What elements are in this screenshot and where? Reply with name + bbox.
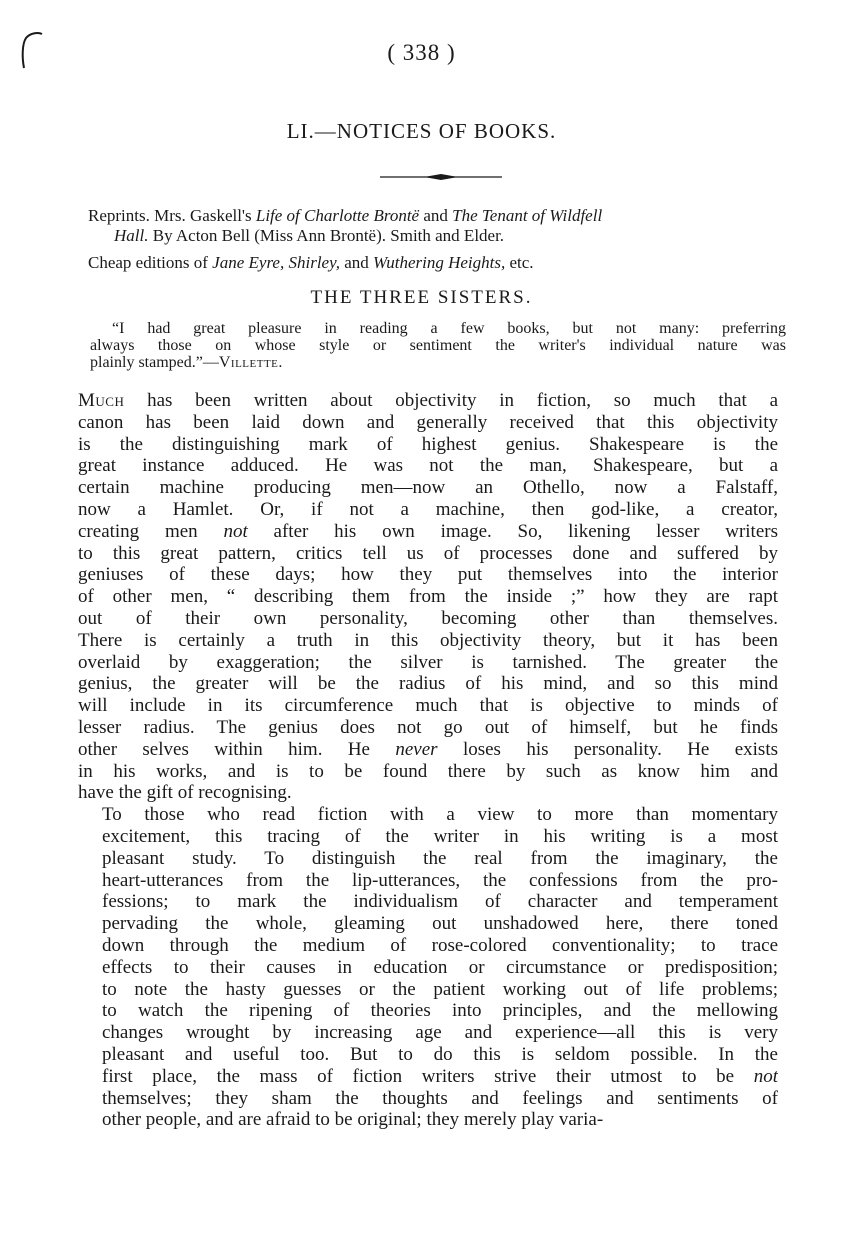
- epigraph: [90, 320, 786, 371]
- body-line: There is certainly a truth in this objectivity theory, but it has been: [78, 629, 778, 651]
- body-line: Much has been written about objectivity in fiction, so much that a: [78, 390, 778, 411]
- body-line: now a Hamlet. Or, if not a machine, then god-like, a creator,: [78, 498, 778, 520]
- reprints-title-charlotte: Life of Charlotte Brontë: [255, 206, 420, 225]
- body-line: overlaid by exaggeration; the silver is tarnished. The greater the: [78, 651, 778, 673]
- epigraph-source: Villette.: [218, 354, 283, 371]
- body-line: to note the hasty guesses or the patient working out of life problems;: [102, 978, 778, 1000]
- italic-emphasis: never: [395, 738, 438, 760]
- epigraph-line: [90, 354, 786, 371]
- body-line: geniuses of these days; how they put themselves into the interior: [78, 564, 778, 586]
- body-line: lesser radius. The genius does not go out of himself, but he finds: [78, 716, 778, 738]
- cheap-editions-citation: [88, 253, 828, 273]
- body-line: certain machine producing men—now an Othello, now a Falstaff,: [78, 477, 778, 499]
- body-line: themselves; they sham the thoughts and feelings and sentiments of: [102, 1087, 778, 1109]
- body-line: in his works, and is to be found there by such as know him and: [78, 760, 778, 782]
- epigraph-line: “I had great pleasure in reading a few books, but not many: preferring: [112, 320, 786, 337]
- body-line: of other men, “ describing them from the inside ;” how they are rapt: [78, 586, 778, 608]
- page-number: ( 338 ): [387, 40, 456, 65]
- cheap-title-wuthering: Wuthering Heights,: [373, 253, 506, 272]
- body-line: To those who read fiction with a view to more than momentary: [102, 804, 778, 826]
- section-title: LI.—NOTICES OF BOOKS.: [286, 119, 557, 143]
- body-line: pleasant study. To distinguish the real from the imaginary, the: [102, 847, 778, 869]
- body-paragraph-2: [78, 804, 778, 1131]
- essay-body: [78, 390, 778, 1131]
- body-line: to this great pattern, critics tell us of processes done and suffered by: [78, 542, 778, 564]
- body-line: is the distinguishing mark of highest genius. Shakespeare is the: [78, 433, 778, 455]
- reprints-rest: By Acton Bell (Miss Ann Brontë). Smith and Elder.: [148, 226, 505, 245]
- reprints-line-2: [88, 226, 828, 246]
- body-line: fessions; to mark the individualism of character and temperament: [102, 891, 778, 913]
- body-line: effects to their causes in education or circumstance or predisposition;: [102, 956, 778, 978]
- epigraph-line: always those on whose style or sentiment the writer's individual nature was: [90, 337, 786, 354]
- body-line: out of their own personality, becoming other than themselves.: [78, 607, 778, 629]
- body-line: other selves within him. He never loses his personality. He exists: [78, 738, 778, 760]
- italic-emphasis: not: [753, 1065, 778, 1087]
- ornamental-rule: [380, 172, 502, 182]
- reprints-and: and: [419, 206, 453, 225]
- reprints-citation: [88, 206, 828, 246]
- cheap-suffix: etc.: [505, 253, 534, 272]
- body-line: other people, and are afraid to be original; they merely play varia-: [102, 1109, 604, 1131]
- reprints-title-hall: Hall.: [114, 226, 149, 245]
- body-line: changes wrought by increasing age and experience—all this is very: [102, 1022, 778, 1044]
- body-paragraph-1: [78, 390, 778, 804]
- body-line: down through the medium of rose-colored conventionality; to trace: [102, 934, 778, 956]
- essay-title: THE THREE SISTERS.: [310, 287, 533, 308]
- epigraph-line-text: plainly stamped.”—: [90, 354, 219, 371]
- body-line: heart-utterances from the lip-utterances, the confessions from the pro-: [102, 869, 778, 891]
- cheap-and: and: [339, 253, 373, 272]
- body-line: have the gift of recognising.: [78, 782, 292, 804]
- body-line: pleasant and useful too. But to do this is seldom possible. In the: [102, 1043, 778, 1065]
- paragraph-lead-word: Much: [78, 390, 125, 411]
- body-line: pervading the whole, gleaming out unshadowed here, there toned: [102, 913, 778, 935]
- cheap-title-shirley: Shirley,: [288, 253, 340, 272]
- reprints-title-tenant: The Tenant of Wildfell: [452, 206, 603, 225]
- body-line: creating men not after his own image. So, likening lesser writers: [78, 520, 778, 542]
- body-line: first place, the mass of fiction writers strive their utmost to be not: [102, 1065, 778, 1087]
- body-line: genius, the greater will be the radius of his mind, and so this mind: [78, 673, 778, 695]
- body-line: to watch the ripening of theories into principles, and the mellowing: [102, 1000, 778, 1022]
- body-line: will include in its circumference much that is objective to minds of: [78, 695, 778, 717]
- body-line: great instance adduced. He was not the man, Shakespeare, but a: [78, 455, 778, 477]
- reprints-prefix: Reprints. Mrs. Gaskell's: [88, 206, 256, 225]
- body-line: canon has been laid down and generally received that this objectivity: [78, 411, 778, 433]
- cheap-prefix: Cheap editions of: [88, 253, 213, 272]
- body-line: excitement, this tracing of the writer in his writing is a most: [102, 825, 778, 847]
- italic-emphasis: not: [223, 520, 248, 542]
- cheap-title-jane-eyre: Jane Eyre,: [212, 253, 285, 272]
